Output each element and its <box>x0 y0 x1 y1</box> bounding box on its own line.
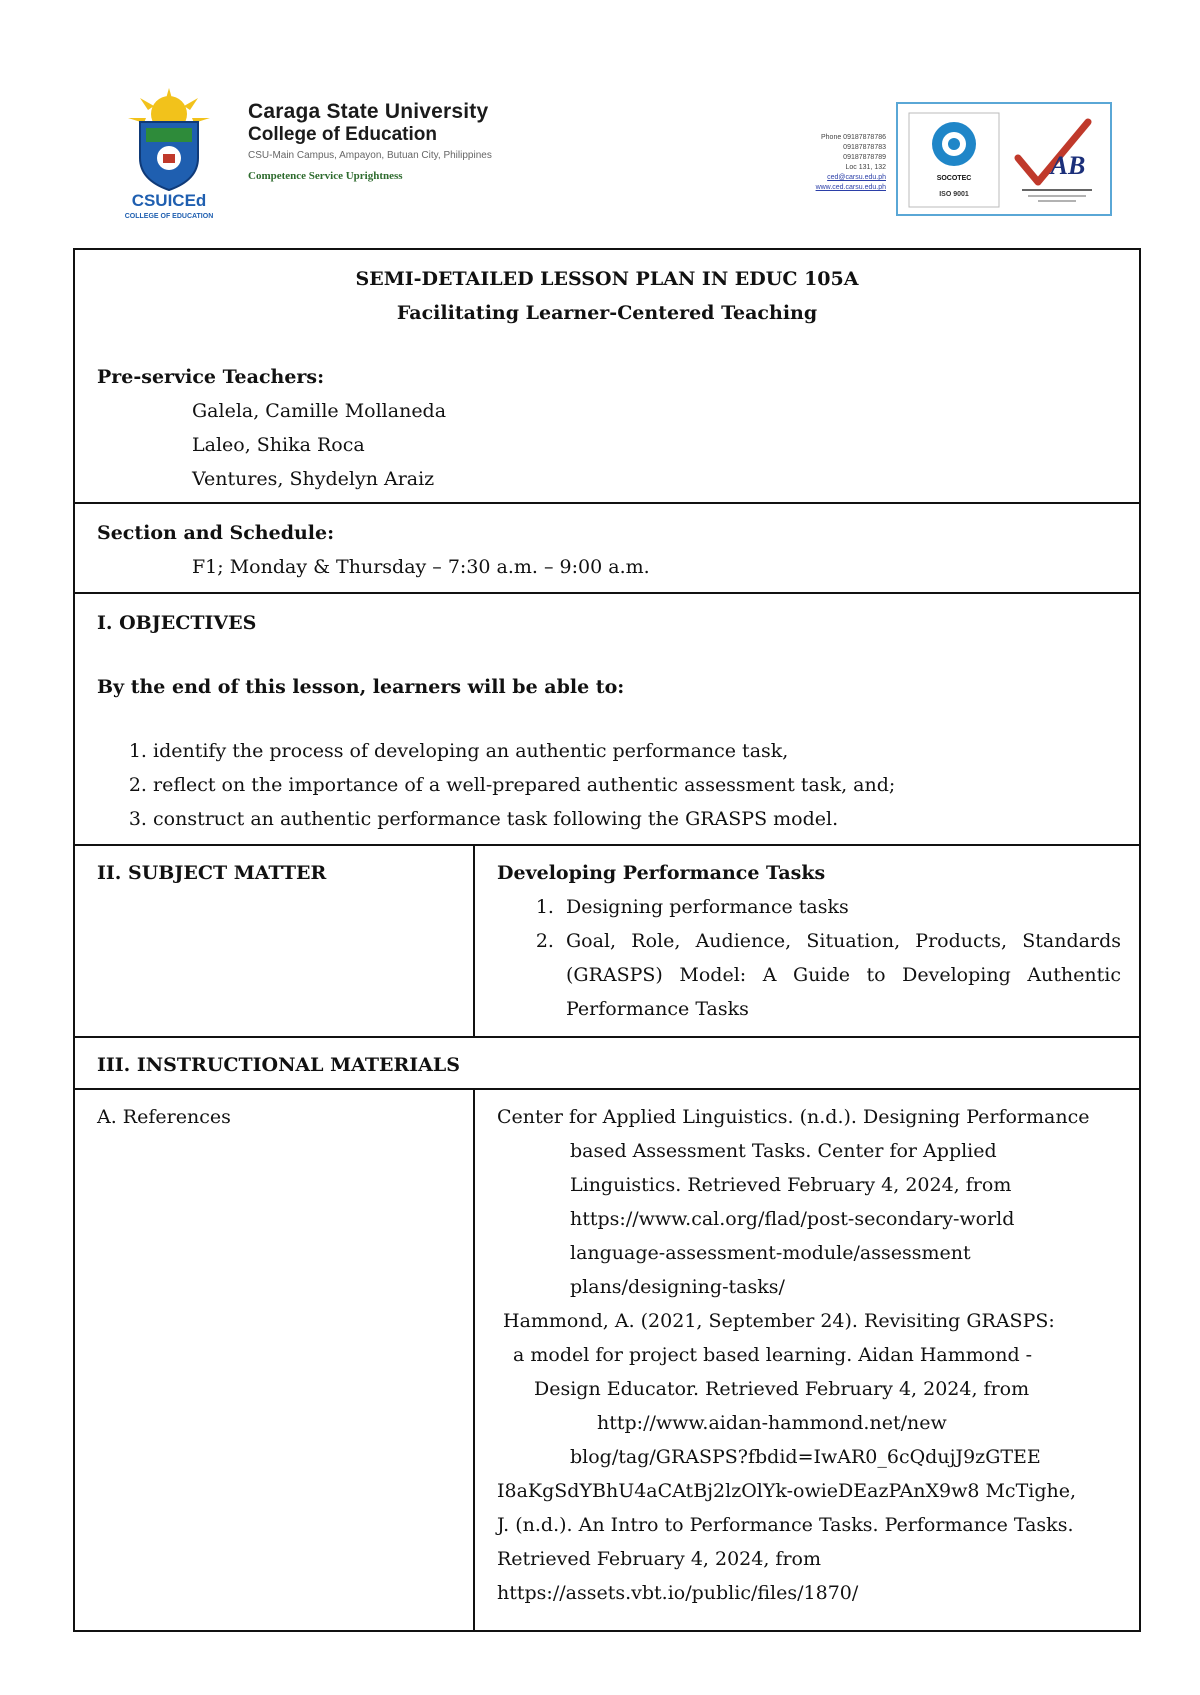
phone-line: Phone 09187878786 <box>820 134 886 141</box>
institution-block <box>248 100 492 183</box>
csu-iced-logo <box>110 88 228 222</box>
reference-url[interactable]: http://www.aidan-hammond.net/new <box>597 1412 947 1434</box>
socotec-badge-icon <box>908 112 1000 208</box>
references-list <box>475 1090 1139 1630</box>
reference-url[interactable]: blog/tag/GRASPS?fbdid=IwAR0_6cQdujJ9zGTEE <box>570 1446 1041 1468</box>
phone-line: 09187878789 <box>843 154 886 161</box>
reference-line: Center for Applied Linguistics. (n.d.). Designing Performance <box>497 1106 1090 1128</box>
iso-label: ISO 9001 <box>939 191 969 198</box>
reference-url[interactable]: plans/designing-tasks/ <box>570 1276 785 1298</box>
lesson-plan-title: SEMI-DETAILED LESSON PLAN IN EDUC 105A <box>355 268 859 290</box>
reference-line: Retrieved February 4, 2024, from <box>497 1548 821 1570</box>
subject-matter-section <box>75 846 1139 1038</box>
reference-url[interactable]: https://www.cal.org/flad/post-secondary-world <box>570 1208 1015 1230</box>
college-name: College of Education <box>248 124 437 145</box>
references-label: A. References <box>75 1090 475 1630</box>
website-link[interactable]: www.ced.carsu.edu.ph <box>815 184 886 191</box>
course-subtitle: Facilitating Learner-Centered Teaching <box>396 302 818 324</box>
subject-matter-heading: II. SUBJECT MATTER <box>75 846 475 1036</box>
subject-matter-list <box>497 890 1121 1026</box>
ab-label: AB <box>1050 151 1086 180</box>
phone-line: 09187878783 <box>843 144 886 151</box>
campus-address: CSU-Main Campus, Ampayon, Butuan City, Philippines <box>248 150 492 161</box>
teacher-name: Ventures, Shydelyn Araiz <box>192 468 435 490</box>
schedule-value: F1; Monday & Thursday – 7:30 a.m. – 9:00 a.m. <box>192 556 650 578</box>
references-section <box>75 1090 1139 1630</box>
reference-line: Hammond, A. (2021, September 24). Revisiting GRASPS: <box>503 1310 1055 1332</box>
reference-url[interactable]: https://assets.vbt.io/public/files/1870/ <box>497 1582 859 1604</box>
certification-badges <box>896 102 1112 216</box>
objective-item: 3. construct an authentic performance task following the GRASPS model. <box>153 802 1117 836</box>
reference-line: based Assessment Tasks. Center for Applied <box>570 1140 997 1162</box>
title-section <box>75 250 1139 504</box>
reference-line: Linguistics. Retrieved February 4, 2024, from <box>570 1174 1012 1196</box>
materials-heading: III. INSTRUCTIONAL MATERIALS <box>97 1054 461 1076</box>
objectives-heading: I. OBJECTIVES <box>97 612 257 634</box>
subject-matter-item: 1. Designing performance tasks <box>560 890 1121 924</box>
reference-line: J. (n.d.). An Intro to Performance Tasks. Performance Tasks. <box>497 1514 1074 1536</box>
objective-item: 2. reflect on the importance of a well-prepared authentic assessment task, and; <box>153 768 1117 802</box>
schedule-section <box>75 504 1139 594</box>
university-name: Caraga State University <box>248 100 489 123</box>
objective-item: 1. identify the process of developing an authentic performance task, <box>153 734 1117 768</box>
reference-line: a model for project based learning. Aidan Hammond - <box>513 1344 1033 1366</box>
contact-info <box>760 133 886 193</box>
schedule-label: Section and Schedule: <box>97 522 335 544</box>
objectives-section <box>75 594 1139 846</box>
reference-url[interactable]: language-assessment-module/assessment <box>570 1242 971 1264</box>
subject-matter-title: Developing Performance Tasks <box>497 862 826 884</box>
subject-matter-item: 2. Goal, Role, Audience, Situation, Products, Standards (GRASPS) Model: A Guide to Developing Authentic Performance Tasks <box>560 924 1121 1026</box>
objectives-lead: By the end of this lesson, learners will be able to: <box>97 676 625 698</box>
local-number: Loc 131, 132 <box>845 164 886 171</box>
socotec-label: SOCOTEC <box>936 175 972 182</box>
reference-line: Design Educator. Retrieved February 4, 2024, from <box>534 1378 1030 1400</box>
teacher-name: Laleo, Shika Roca <box>192 434 365 456</box>
email-link[interactable]: ced@carsu.edu.ph <box>827 174 886 181</box>
ab-accreditation-icon <box>1008 112 1104 208</box>
letterhead <box>0 0 1200 240</box>
motto: Competence Service Uprightness <box>248 170 403 182</box>
teacher-name: Galela, Camille Mollaneda <box>192 400 447 422</box>
logo-subtext: COLLEGE OF EDUCATION <box>124 213 214 220</box>
reference-line: I8aKgSdYBhU4aCAtBj2lzOlYk-owieDEazPAnX9w8 McTighe, <box>497 1480 1077 1502</box>
preservice-label: Pre-service Teachers: <box>97 366 325 388</box>
objectives-list <box>97 734 1117 836</box>
logo-text: CSUICEd <box>131 191 207 210</box>
lesson-plan-table <box>73 248 1141 1632</box>
materials-section <box>75 1038 1139 1090</box>
